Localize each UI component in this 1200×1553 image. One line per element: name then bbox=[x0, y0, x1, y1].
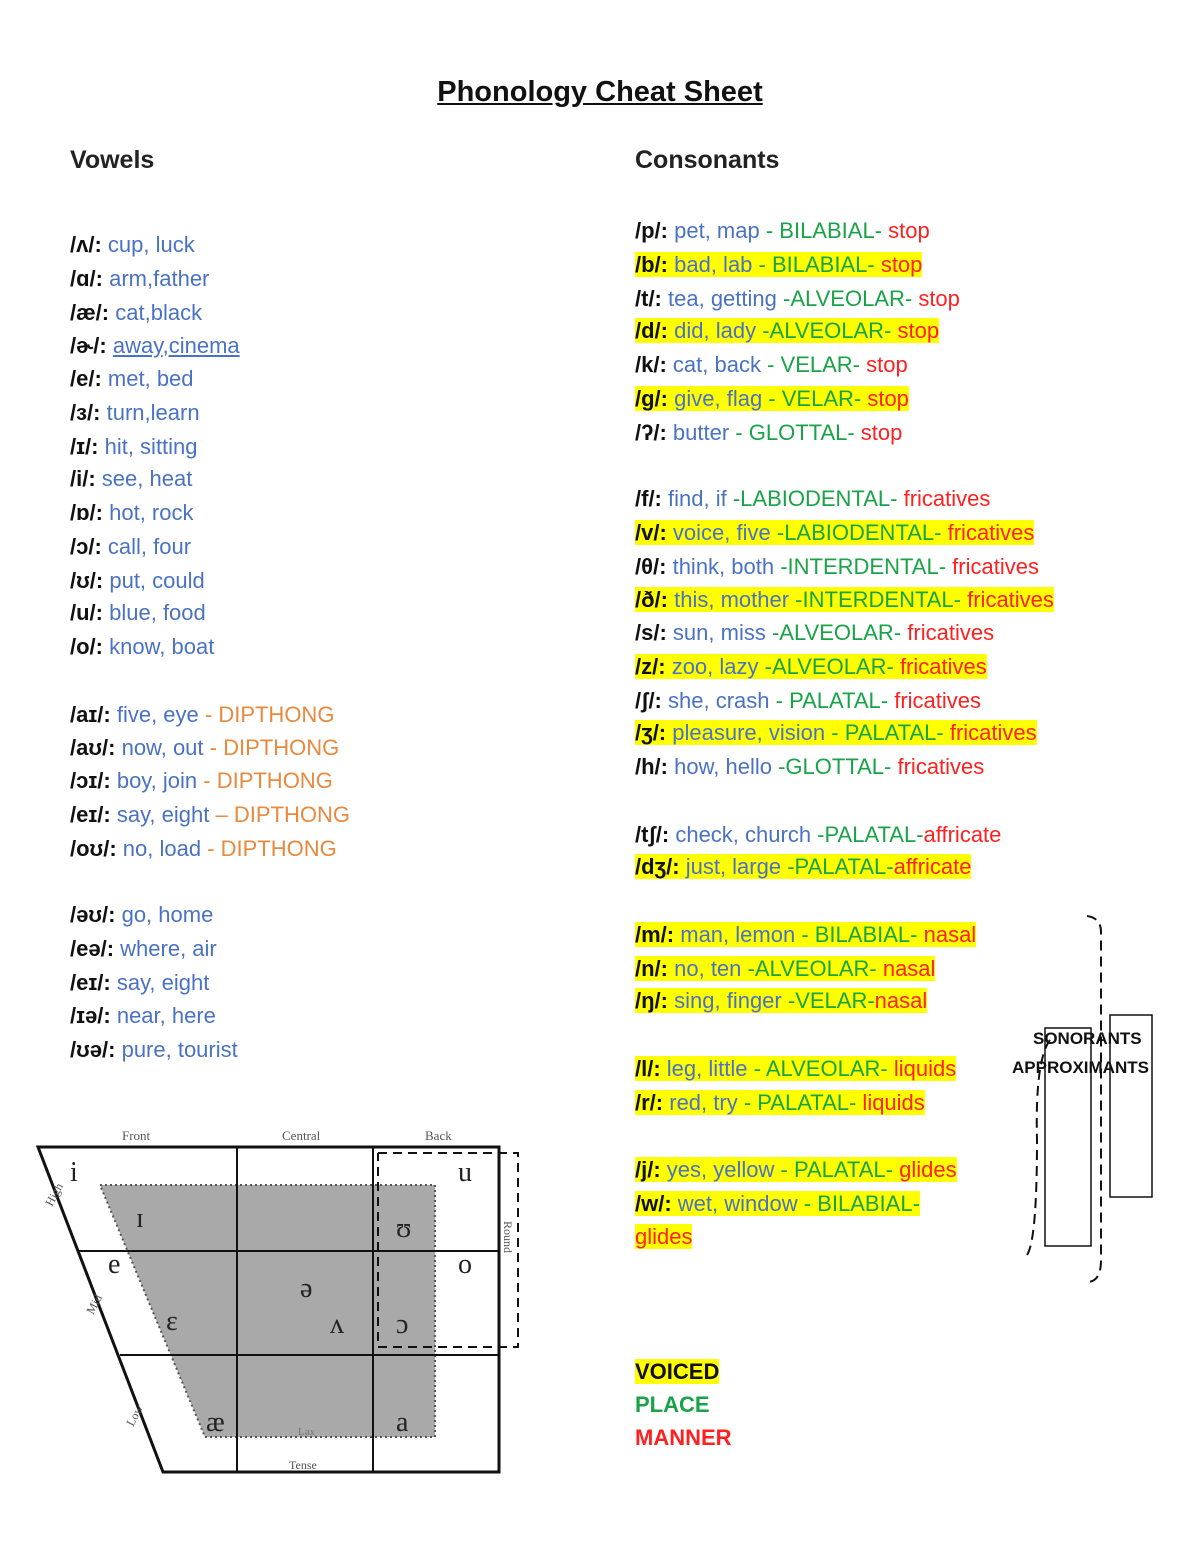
manner-label: liquids bbox=[856, 1090, 925, 1115]
manner-label: affricate bbox=[893, 854, 972, 879]
example-words: no, load bbox=[122, 836, 202, 861]
manner-label: affricate bbox=[923, 822, 1002, 847]
example-words: voice, five bbox=[672, 520, 771, 545]
example-words: just, large bbox=[685, 854, 782, 879]
manner-label: fricatives bbox=[891, 754, 985, 779]
consonant-row bbox=[635, 418, 902, 448]
example-words: cat,black bbox=[115, 300, 203, 325]
ipa-symbol: /eə/: bbox=[70, 936, 115, 961]
place-label: -ALVEOLAR- bbox=[758, 654, 894, 679]
vowel-row bbox=[70, 398, 200, 428]
example-words: she, crash bbox=[668, 688, 770, 713]
example-words: now, out bbox=[121, 735, 204, 760]
dipthong-row bbox=[70, 800, 350, 830]
high-label: High bbox=[42, 1180, 66, 1209]
example-words: cat, back bbox=[672, 352, 761, 377]
vowel-row bbox=[70, 464, 192, 494]
place-label: -VELAR- bbox=[781, 988, 875, 1013]
ipa-symbol: /ŋ/: bbox=[635, 988, 668, 1013]
vowel-row bbox=[70, 1035, 238, 1065]
example-words: boy, join bbox=[116, 768, 198, 793]
place-label: -PALATAL- bbox=[781, 854, 894, 879]
ipa-symbol: /k/: bbox=[635, 352, 667, 377]
sonorant-brackets bbox=[1015, 910, 1185, 1290]
ipa-symbol: /r/: bbox=[635, 1090, 664, 1115]
example-words: go, home bbox=[121, 902, 214, 927]
vowel-row bbox=[70, 566, 205, 596]
dipthong-row bbox=[70, 766, 333, 796]
consonants-heading: Consonants bbox=[635, 146, 780, 174]
example-words: hit, sitting bbox=[104, 434, 198, 459]
example-words: call, four bbox=[107, 534, 192, 559]
vowel-row bbox=[70, 498, 194, 528]
consonant-row bbox=[635, 1054, 956, 1084]
manner-label: fricatives bbox=[901, 620, 995, 645]
example-words: check, church bbox=[675, 822, 812, 847]
example-words: pet, map bbox=[674, 218, 760, 243]
dipthong-tag: - DIPTHONG bbox=[203, 735, 340, 760]
ipa-symbol: /h/: bbox=[635, 754, 668, 779]
example-words: where, air bbox=[120, 936, 217, 961]
ipa-symbol: /m/: bbox=[635, 922, 675, 947]
ipa-symbol: /ɚ/: bbox=[70, 333, 107, 358]
ipa-symbol: /θ/: bbox=[635, 554, 667, 579]
manner-label: stop bbox=[854, 420, 903, 445]
place-label: -PALATAL- bbox=[811, 822, 924, 847]
example-words: say, eight bbox=[116, 802, 210, 827]
dipthong-row bbox=[70, 733, 339, 763]
ipa-symbol: /l/: bbox=[635, 1056, 661, 1081]
place-label: - VELAR- bbox=[762, 386, 862, 411]
consonant-row bbox=[635, 752, 984, 782]
ipa-symbol: /oʊ/: bbox=[70, 836, 117, 861]
vowel-symbol-schwa: ə bbox=[300, 1273, 313, 1304]
example-words: leg, little bbox=[666, 1056, 748, 1081]
place-label: - VELAR- bbox=[760, 352, 860, 377]
place-label: - ALVEOLAR- bbox=[747, 1056, 888, 1081]
consonant-row bbox=[635, 585, 1054, 615]
ipa-symbol: /ʒ/: bbox=[635, 720, 667, 745]
example-words: pure, tourist bbox=[121, 1037, 238, 1062]
consonant-row bbox=[635, 518, 1034, 548]
example-words: see, heat bbox=[101, 466, 193, 491]
ipa-symbol: /dʒ/: bbox=[635, 854, 680, 879]
ipa-symbol: /eɪ/: bbox=[70, 970, 111, 995]
ipa-symbol: /ʌ/: bbox=[70, 232, 102, 257]
consonant-row bbox=[635, 250, 922, 280]
manner-label: fricatives bbox=[946, 554, 1039, 579]
vowel-symbol-ae: æ bbox=[206, 1407, 225, 1438]
vowel-row bbox=[70, 432, 198, 462]
manner-label: nasal bbox=[876, 956, 936, 981]
example-words: red, try bbox=[669, 1090, 738, 1115]
manner-label: fricatives bbox=[888, 688, 982, 713]
place-label: - GLOTTAL- bbox=[729, 420, 855, 445]
ipa-symbol: /tʃ/: bbox=[635, 822, 670, 847]
place-label: - PALATAL- bbox=[774, 1157, 893, 1182]
ipa-symbol: /ð/: bbox=[635, 587, 668, 612]
vowel-row bbox=[70, 968, 209, 998]
example-words: put, could bbox=[109, 568, 205, 593]
ipa-symbol: /t/: bbox=[635, 286, 662, 311]
vowel-symbol-a: a bbox=[396, 1407, 409, 1438]
example-words: hot, rock bbox=[109, 500, 194, 525]
place-label: -INTERDENTAL- bbox=[774, 554, 947, 579]
vowel-row bbox=[70, 264, 209, 294]
example-words: away,cinema bbox=[112, 333, 240, 358]
example-words: wet, window bbox=[677, 1191, 798, 1216]
manner-label: stop bbox=[860, 352, 908, 377]
manner-label: nasal bbox=[917, 922, 977, 947]
manner-label: stop bbox=[912, 286, 960, 311]
ipa-symbol: /ɜ/: bbox=[70, 400, 101, 425]
place-label: -ALVEOLAR- bbox=[741, 956, 877, 981]
ipa-symbol: /ʔ/: bbox=[635, 420, 667, 445]
ipa-symbol: /d/: bbox=[635, 318, 668, 343]
dipthong-tag: - DIPTHONG bbox=[197, 768, 333, 793]
page-title: Phonology Cheat Sheet bbox=[437, 76, 763, 108]
vowel-symbol-caret: ʌ bbox=[330, 1309, 344, 1340]
place-label: - BILABIAL- bbox=[759, 218, 883, 243]
dipthong-row bbox=[70, 700, 334, 730]
ipa-symbol: /e/: bbox=[70, 366, 102, 391]
vowel-symbol-o: o bbox=[458, 1249, 472, 1280]
example-words: man, lemon bbox=[680, 922, 796, 947]
manner-label: glides bbox=[635, 1224, 693, 1249]
vowel-row bbox=[70, 900, 213, 930]
manner-label: fricatives bbox=[943, 720, 1037, 745]
manner-label: fricatives bbox=[893, 654, 987, 679]
example-words: sing, finger bbox=[674, 988, 782, 1013]
manner-label: glides bbox=[892, 1157, 957, 1182]
example-words: sun, miss bbox=[672, 620, 766, 645]
example-words: turn,learn bbox=[106, 400, 200, 425]
ipa-symbol: /z/: bbox=[635, 654, 666, 679]
consonant-row bbox=[635, 1155, 957, 1185]
vowel-row bbox=[70, 532, 191, 562]
place-label: -GLOTTAL- bbox=[771, 754, 892, 779]
consonant-row-wrap bbox=[635, 1222, 692, 1252]
place-label: - BILABIAL- bbox=[752, 252, 875, 277]
consonant-row bbox=[635, 954, 935, 984]
consonant-row bbox=[635, 1088, 925, 1118]
manner-label: nasal bbox=[874, 988, 928, 1013]
example-words: say, eight bbox=[116, 970, 210, 995]
example-words: arm,father bbox=[109, 266, 210, 291]
place-label: -LABIODENTAL- bbox=[726, 486, 898, 511]
ipa-symbol: /ɪə/: bbox=[70, 1003, 111, 1028]
ipa-symbol: /ɒ/: bbox=[70, 500, 103, 525]
ipa-symbol: /æ/: bbox=[70, 300, 110, 325]
vowel-row bbox=[70, 364, 194, 394]
example-words: met, bed bbox=[107, 366, 194, 391]
place-label: - PALATAL- bbox=[769, 688, 889, 713]
ipa-symbol: /ɪ/: bbox=[70, 434, 99, 459]
ipa-symbol: /ɔ/: bbox=[70, 534, 102, 559]
ipa-symbol: /ʊ/: bbox=[70, 568, 104, 593]
example-words: no, ten bbox=[674, 956, 742, 981]
vowel-symbol-open-o: ɔ bbox=[396, 1309, 409, 1340]
place-label: - BILABIAL- bbox=[795, 922, 918, 947]
place-label: -ALVEOLAR- bbox=[756, 318, 892, 343]
ipa-symbol: /p/: bbox=[635, 218, 668, 243]
central-label: Central bbox=[282, 1128, 321, 1143]
example-words: did, lady bbox=[674, 318, 757, 343]
ipa-symbol: /əʊ/: bbox=[70, 902, 116, 927]
back-label: Back bbox=[425, 1128, 452, 1143]
place-label: -ALVEOLAR- bbox=[776, 286, 913, 311]
dipthong-tag: - DIPTHONG bbox=[201, 836, 337, 861]
consonant-row bbox=[635, 384, 909, 414]
tense-label: Tense bbox=[289, 1458, 317, 1472]
vowel-symbol-near-close-back: ʊ bbox=[396, 1213, 412, 1244]
vowel-symbol-epsilon: ɛ bbox=[166, 1306, 178, 1337]
consonant-row bbox=[635, 852, 971, 882]
place-label: -INTERDENTAL- bbox=[789, 587, 961, 612]
dipthong-row bbox=[70, 834, 337, 864]
manner-label: stop bbox=[891, 318, 940, 343]
round-label: Round bbox=[501, 1221, 515, 1254]
example-words: give, flag bbox=[674, 386, 763, 411]
vowel-chart bbox=[30, 1125, 530, 1480]
ipa-symbol: /s/: bbox=[635, 620, 667, 645]
manner-label: fricatives bbox=[941, 520, 1035, 545]
ipa-symbol: /aɪ/: bbox=[70, 702, 111, 727]
ipa-symbol: /aʊ/: bbox=[70, 735, 116, 760]
legend-place: PLACE bbox=[635, 1392, 710, 1417]
example-words: pleasure, vision bbox=[672, 720, 826, 745]
legend-manner: MANNER bbox=[635, 1425, 732, 1450]
ipa-symbol: /g/: bbox=[635, 386, 668, 411]
place-label: - PALATAL- bbox=[737, 1090, 857, 1115]
manner-label: stop bbox=[874, 252, 923, 277]
consonant-row bbox=[635, 986, 927, 1016]
manner-label: stop bbox=[882, 218, 930, 243]
example-words: cup, luck bbox=[107, 232, 195, 257]
vowel-symbol-near-close-front: ɪ bbox=[136, 1203, 144, 1234]
approximants-label: APPROXIMANTS bbox=[1012, 1058, 1149, 1077]
ipa-symbol: /ʃ/: bbox=[635, 688, 662, 713]
place-label: - BILABIAL- bbox=[797, 1191, 920, 1216]
low-label: Low bbox=[123, 1402, 146, 1429]
example-words: five, eye bbox=[116, 702, 199, 727]
consonant-row bbox=[635, 718, 1037, 748]
example-words: know, boat bbox=[109, 634, 215, 659]
consonant-row bbox=[635, 820, 1001, 850]
ipa-symbol: /v/: bbox=[635, 520, 667, 545]
sonorants-label: SONORANTS bbox=[1033, 1029, 1142, 1048]
example-words: yes, yellow bbox=[666, 1157, 775, 1182]
vowel-symbol-u: u bbox=[458, 1157, 472, 1188]
dipthong-tag: – DIPTHONG bbox=[209, 802, 350, 827]
example-words: how, hello bbox=[674, 754, 772, 779]
front-label: Front bbox=[122, 1128, 151, 1143]
vowel-row bbox=[70, 298, 202, 328]
example-words: bad, lab bbox=[674, 252, 753, 277]
consonant-row bbox=[635, 1189, 920, 1219]
ipa-symbol: /o/: bbox=[70, 634, 103, 659]
manner-label: stop bbox=[861, 386, 909, 411]
vowel-row bbox=[70, 331, 240, 361]
ipa-symbol: /b/: bbox=[635, 252, 668, 277]
legend bbox=[635, 1355, 732, 1454]
manner-label: liquids bbox=[887, 1056, 957, 1081]
ipa-symbol: /ʊə/: bbox=[70, 1037, 116, 1062]
consonant-row bbox=[635, 618, 994, 648]
vowel-row bbox=[70, 598, 206, 628]
consonant-row bbox=[635, 350, 908, 380]
lax-region bbox=[100, 1185, 435, 1437]
consonant-row bbox=[635, 552, 1039, 582]
dipthong-tag: - DIPTHONG bbox=[198, 702, 335, 727]
vowel-row bbox=[70, 230, 195, 260]
place-label: -LABIODENTAL- bbox=[770, 520, 942, 545]
ipa-symbol: /ɑ/: bbox=[70, 266, 103, 291]
manner-label: fricatives bbox=[897, 486, 991, 511]
example-words: zoo, lazy bbox=[671, 654, 759, 679]
mid-label: Mid bbox=[83, 1292, 106, 1317]
ipa-symbol: /j/: bbox=[635, 1157, 661, 1182]
lax-label: Lax bbox=[298, 1426, 316, 1438]
vowel-row bbox=[70, 934, 217, 964]
example-words: think, both bbox=[672, 554, 775, 579]
ipa-symbol: /n/: bbox=[635, 956, 668, 981]
consonant-row bbox=[635, 316, 939, 346]
place-label: - PALATAL- bbox=[825, 720, 944, 745]
example-words: this, mother bbox=[674, 587, 790, 612]
example-words: near, here bbox=[116, 1003, 216, 1028]
vowel-symbol-i: i bbox=[70, 1157, 78, 1188]
example-words: blue, food bbox=[109, 600, 206, 625]
sonorants-bracket bbox=[1087, 916, 1101, 1282]
place-label: -ALVEOLAR- bbox=[765, 620, 902, 645]
manner-label: fricatives bbox=[961, 587, 1054, 612]
ipa-symbol: /ɔɪ/: bbox=[70, 768, 111, 793]
example-words: tea, getting bbox=[668, 286, 777, 311]
ipa-symbol: /w/: bbox=[635, 1191, 672, 1216]
ipa-symbol: /f/: bbox=[635, 486, 662, 511]
vowel-row bbox=[70, 1001, 216, 1031]
consonant-row bbox=[635, 484, 990, 514]
example-words: butter bbox=[672, 420, 730, 445]
vowel-row bbox=[70, 632, 214, 662]
example-words: find, if bbox=[668, 486, 727, 511]
ipa-symbol: /u/: bbox=[70, 600, 103, 625]
consonant-row bbox=[635, 652, 987, 682]
consonant-row bbox=[635, 216, 930, 246]
ipa-symbol: /i/: bbox=[70, 466, 96, 491]
vowel-symbol-e: e bbox=[108, 1249, 121, 1280]
consonant-row bbox=[635, 686, 981, 716]
legend-voiced: VOICED bbox=[635, 1359, 720, 1384]
vowels-heading: Vowels bbox=[70, 146, 155, 174]
ipa-symbol: /eɪ/: bbox=[70, 802, 111, 827]
consonant-row bbox=[635, 920, 976, 950]
consonant-row bbox=[635, 284, 960, 314]
